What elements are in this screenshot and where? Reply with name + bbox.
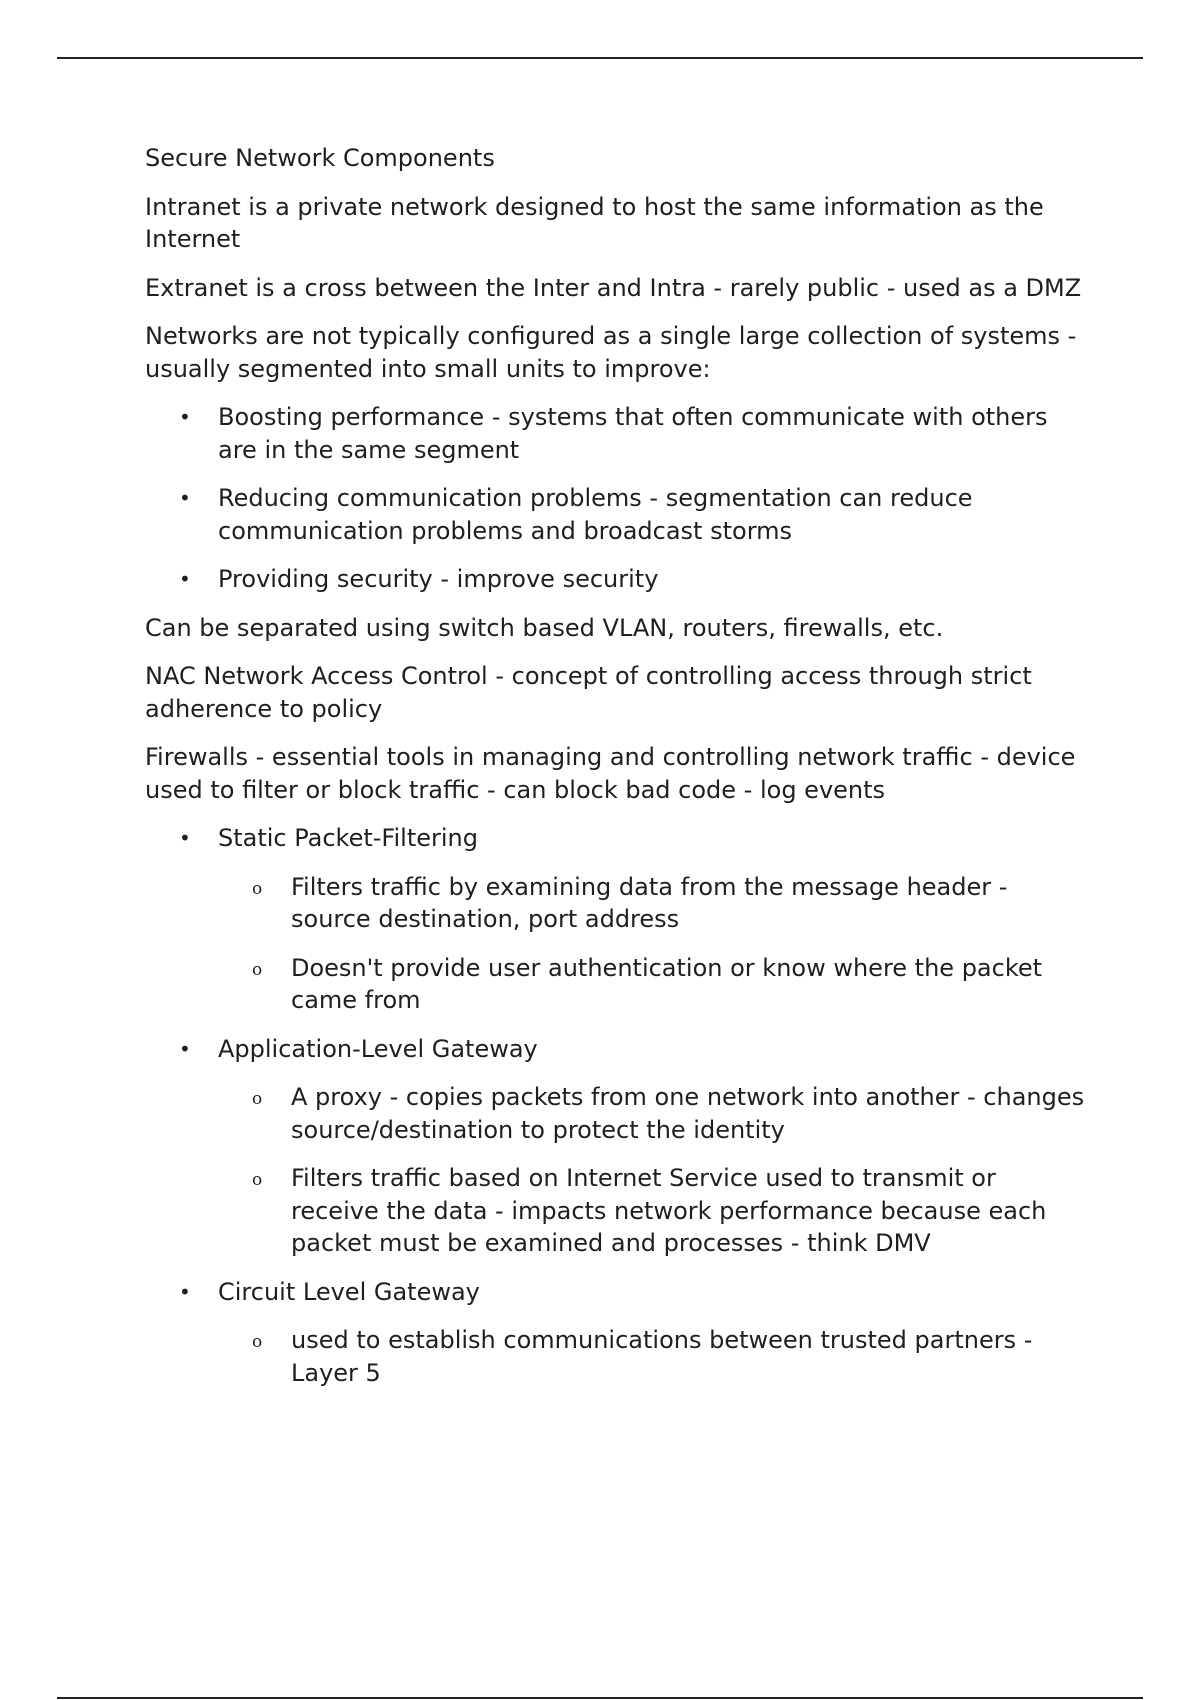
list-item-text: Providing security - improve security <box>218 565 659 593</box>
bullet-icon: • <box>179 826 191 850</box>
sub-list-item <box>218 1324 1090 1389</box>
list-item <box>145 401 1090 466</box>
sub-list-item-text: Filters traffic by examining data from the message header - source destination, port address <box>291 872 1008 933</box>
list-item <box>145 822 1090 1017</box>
bullet-icon: • <box>179 405 191 429</box>
document-body <box>145 142 1090 1405</box>
sub-list-item <box>218 1081 1090 1146</box>
bullet-icon: • <box>179 486 191 510</box>
sub-bullet-icon: o <box>252 878 263 899</box>
sub-list-item-text: A proxy - copies packets from one network into another - changes source/destination to protect the identity <box>291 1083 1085 1144</box>
sub-list-item <box>218 871 1090 936</box>
bullet-icon: • <box>179 1279 191 1304</box>
sub-bullet-icon: o <box>252 1332 263 1352</box>
paragraph-extranet: Extranet is a cross between the Inter and Intra - rarely public - used as a DMZ <box>145 273 1082 302</box>
list-item <box>145 1033 1090 1260</box>
header-rule <box>57 57 1143 59</box>
list-item-text: Circuit Level Gateway <box>218 1277 480 1306</box>
page-title: Secure Network Components <box>145 144 495 172</box>
bullet-icon: • <box>179 567 191 591</box>
list-item-text: Application-Level Gateway <box>218 1034 538 1063</box>
sub-list-item <box>218 952 1090 1017</box>
list-item-text: Boosting performance - systems that often communicate with others are in the same segment <box>218 403 1048 464</box>
sub-list-item-text: Filters traffic based on Internet Service used to transmit or receive the data - impacts network performance because each packet must be examined and processes - think DMV <box>291 1164 1047 1257</box>
sub-bullet-icon: o <box>252 959 263 980</box>
sub-list <box>218 1081 1090 1260</box>
paragraph-nac: NAC Network Access Control - concept of controlling access through strict adherence to policy <box>145 662 1032 723</box>
sub-list-item-text: used to establish communications between trusted partners - Layer 5 <box>291 1326 1033 1387</box>
sub-list-item-text: Doesn't provide user authentication or know where the packet came from <box>291 953 1043 1014</box>
sub-list-item <box>218 1162 1090 1260</box>
bullet-icon: • <box>179 1036 191 1061</box>
firewall-types-list <box>145 822 1090 1389</box>
sub-bullet-icon: o <box>252 1170 263 1190</box>
sub-list <box>218 871 1090 1017</box>
list-item <box>145 482 1090 547</box>
footer-rule <box>57 1697 1143 1699</box>
list-item <box>145 563 1090 596</box>
segmentation-benefits-list <box>145 401 1090 596</box>
paragraph-segmentation: Networks are not typically configured as a single large collection of systems - usually segmented into small units to improve: <box>145 322 1077 383</box>
paragraph-separation: Can be separated using switch based VLAN, routers, firewalls, etc. <box>145 613 944 642</box>
list-item-text: Reducing communication problems - segmentation can reduce communication problems and broadcast storms <box>218 484 973 545</box>
paragraph-firewalls: Firewalls - essential tools in managing and controlling network traffic - device used to filter or block traffic - can block bad code - log events <box>145 743 1076 804</box>
list-item-text: Static Packet-Filtering <box>218 824 478 852</box>
sub-bullet-icon: o <box>252 1089 263 1109</box>
list-item <box>145 1276 1090 1390</box>
sub-list <box>218 1324 1090 1389</box>
paragraph-intranet: Intranet is a private network designed to host the same information as the Internet <box>145 192 1044 253</box>
